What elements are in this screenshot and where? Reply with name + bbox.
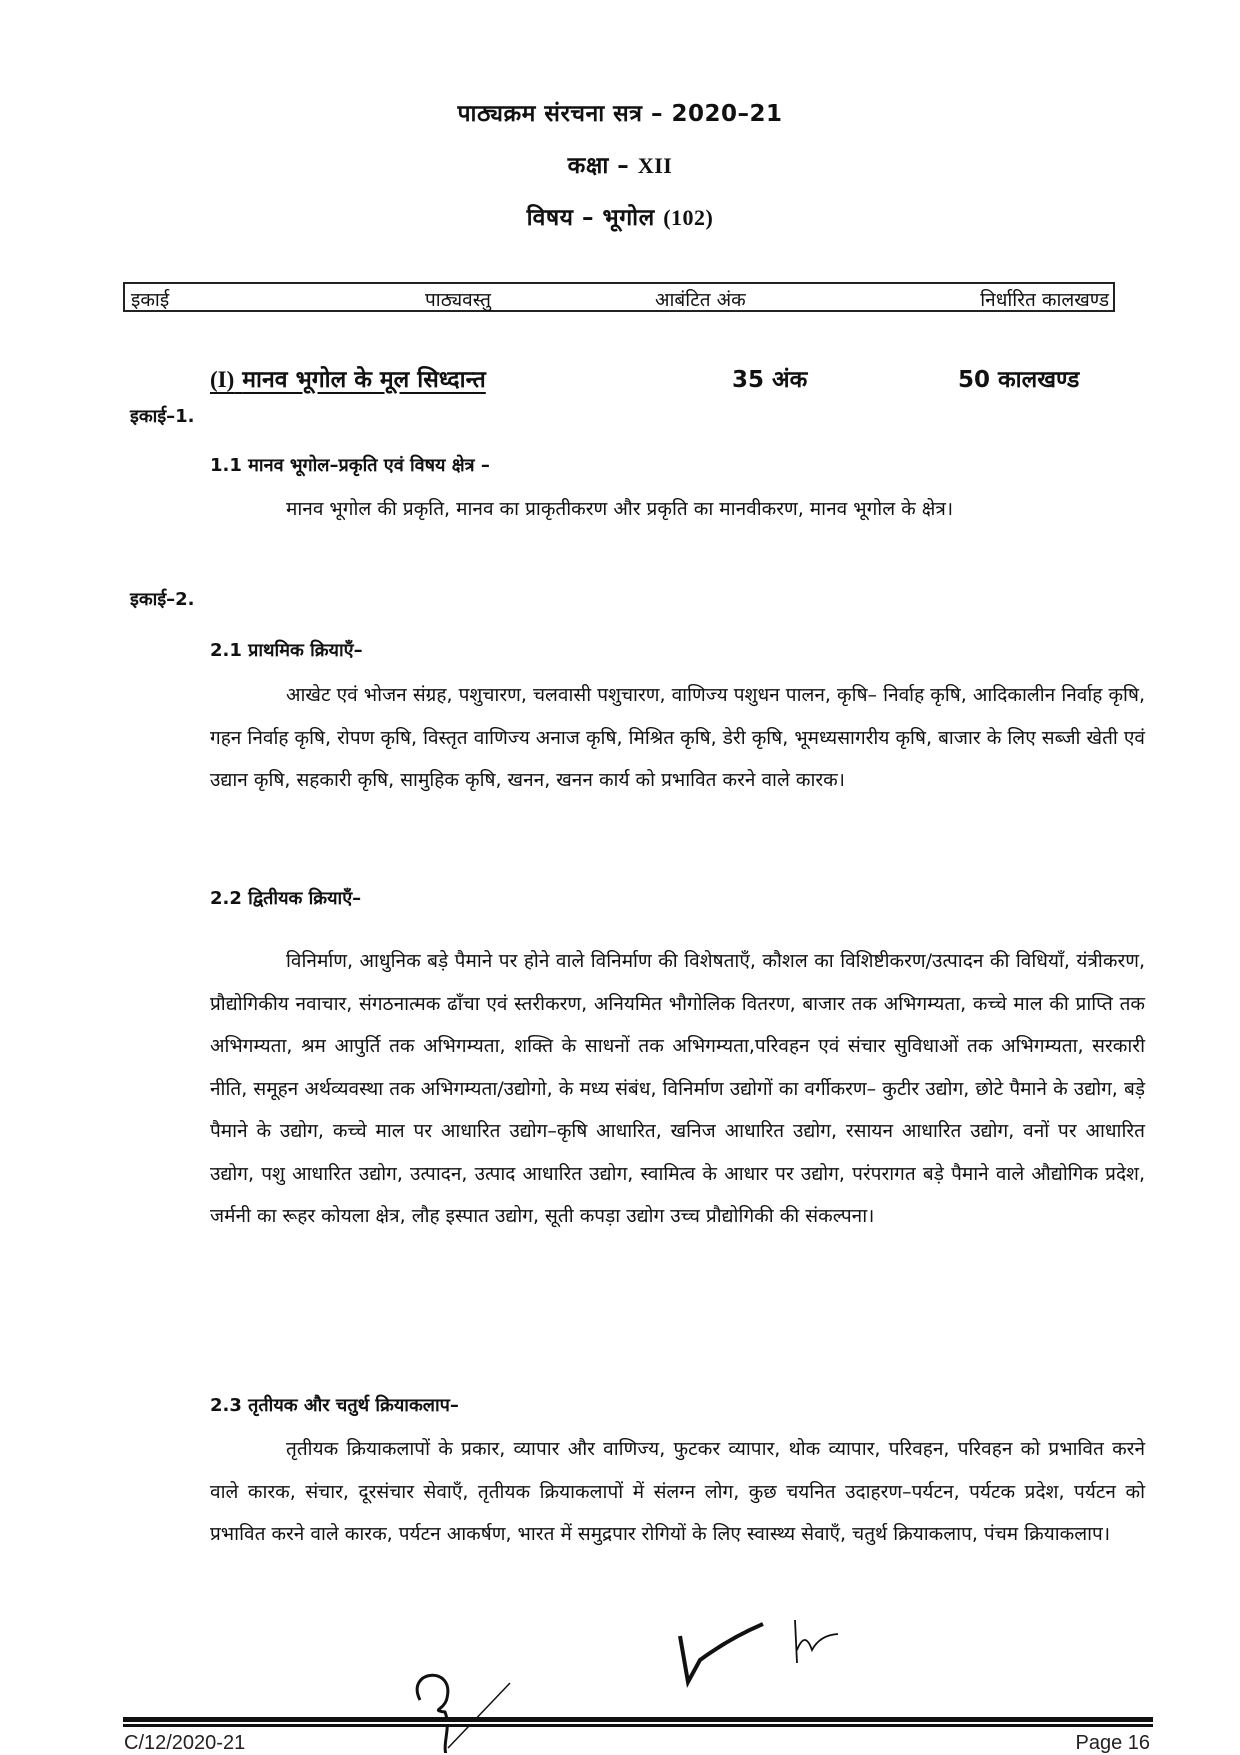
- session-year: 2020–21: [671, 101, 783, 127]
- footer-document-code: C/12/2020-21: [124, 1732, 246, 1754]
- signature-loop-icon: [417, 1675, 448, 1753]
- section-name: मानव भूगोल के मूल सिध्दान्त: [242, 367, 486, 393]
- unit-2-label: इकाई–2.: [130, 589, 195, 610]
- footer-page-number: Page 16: [1075, 1732, 1150, 1754]
- column-content: पाठ्यवस्तु: [425, 289, 491, 311]
- topic-2-2-body: विनिर्माण, आधुनिक बड़े पैमाने पर होने वाले विनिर्माण की विशेषताएँ, कौशल का विशिष्टीकरण/उत्पादन की विधियॉं, यंत्रीकरण, प्रौद्योगिकीय नवाचार, संगठनात्मक ढॉंचा एवं स्तरीकरण, अनियमित भौगोलिक वितरण, बाजार तक अभिगम्यता, कच्चे माल की प्राप्ति तक अभिगम्यता, श्रम आपुर्ति तक अभिगम्यता, शक्ति के साधनों तक अभिगम्यता,परिवहन एवं संचार सुविधाओं तक अभिगम्यता, सरकारी नीति, समूहन अर्थव्यवस्था तक अभिगम्यता/उद्योगो, के मध्य संबंध, विनिर्माण उद्योगों का वर्गीकरण– कुटीर उद्योग, छोटे पैमाने के उद्योग, बड़े पैमाने के उद्योग, कच्चे माल पर आधारित उद्योग–कृषि आधारित, खनिज आधारित उद्योग, रसायन आधारित उद्योग, वनों पर आधारित उद्योग, पशु आधारित उद्योग, उत्पादन, उत्पाद आधारित उद्योग, स्वामित्व के आधार पर उद्योग, परंपरागत बड़े पैमाने वाले औद्योगिक प्रदेश, जर्मनी का रूहर कोयला क्षेत्र, लौह इस्पात उद्योग, सूती कपड़ा उद्योग उच्च प्रौद्योगिकी की संकल्पना।: [210, 950, 1145, 1227]
- subject-line: [0, 200, 1240, 232]
- subject-label: विषय – भूगोल: [526, 205, 655, 231]
- section-number: (I): [210, 367, 235, 392]
- topic-2-1-heading: 2.1 प्राथमिक क्रियाएँ–: [210, 640, 363, 661]
- topic-2-3-body: तृतीयक क्रियाकलापों के प्रकार, व्यापार और वाणिज्य, फुटकर व्यापार, थोक व्यापार, परिवहन, परिवहन को प्रभावित करने वाले कारक, संचार, दूरसंचार सेवाएँ, तृतीयक क्रियाकलापों में संलग्न लोग, कुछ चयनित उदाहरण–पर्यटन, पर्यटक प्रदेश, पर्यटन को प्रभावित करने वाले कारक, पर्यटन आकर्षण, भारत में समुद्रपार रोगियों के लिए स्वास्थ्य सेवाएँ, चतुर्थ क्रियाकलाप, पंचम क्रियाकलाप।: [210, 1438, 1145, 1545]
- column-header-box: [123, 282, 1115, 312]
- section-title: [210, 362, 486, 394]
- section-marks: 35 अंक: [732, 367, 808, 393]
- column-unit: इकाई: [131, 289, 170, 311]
- topic-1-1-heading: 1.1 मानव भूगोल–प्रकृति एवं विषय क्षेत्र –: [210, 455, 490, 476]
- subject-code: (102): [663, 205, 714, 230]
- footer-divider: [123, 1717, 1153, 1724]
- section-periods: 50 कालखण्ड: [958, 367, 1080, 393]
- document-title: [0, 96, 1240, 128]
- class-line: [0, 148, 1240, 180]
- topic-2-1-body: आखेट एवं भोजन संग्रह, पशुचारण, चलवासी पशुचारण, वाणिज्य पशुधन पालन, कृषि– निर्वाह कृषि, आदिकालीन निर्वाह कृषि, गहन निर्वाह कृषि, रोपण कृषि, विस्तृत वाणिज्य अनाज कृषि, मिश्रित कृषि, डेरी कृषि, भूमध्यसागरीय कृषि, बाजार के लिए सब्जी खेती एवं उद्यान कृषि, सहकारी कृषि, सामुहिक कृषि, खनन, खनन कार्य को प्रभावित करने वाले कारक।: [210, 684, 1145, 791]
- signature-initial-icon: [795, 1620, 838, 1663]
- unit-1-label: इकाई–1.: [130, 406, 195, 427]
- column-marks: आबंटित अंक: [655, 289, 746, 311]
- title-text: पाठ्यक्रम संरचना सत्र –: [457, 101, 663, 127]
- signature-tick-icon: [448, 1683, 510, 1748]
- topic-2-2-heading: 2.2 द्वितीयक क्रियाएँ–: [210, 888, 362, 909]
- signature-check-icon: [680, 1624, 763, 1682]
- class-value: XII: [637, 153, 673, 178]
- topic-2-3-heading: 2.3 तृतीयक और चतुर्थ क्रियाकलाप–: [210, 1395, 459, 1416]
- topic-1-1-body: मानव भूगोल की प्रकृति, मानव का प्राकृतीकरण और प्रकृति का मानवीकरण, मानव भूगोल के क्षेत्र।: [286, 498, 954, 520]
- class-label: कक्षा –: [567, 153, 630, 179]
- column-periods: निर्धारित कालखण्ड: [980, 289, 1109, 311]
